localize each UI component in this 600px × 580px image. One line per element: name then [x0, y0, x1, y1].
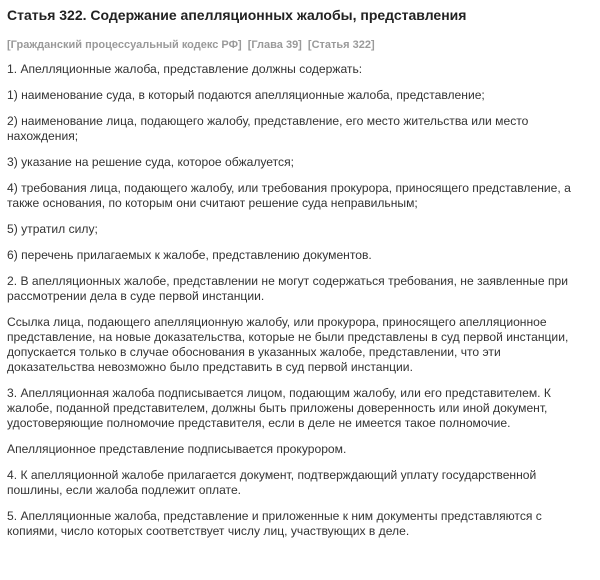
paragraph: 2. В апелляционных жалобе, представлении не могут содержаться требования, не заявленные при рассмотрении дела в суде первой инстанции. [7, 274, 568, 303]
paragraph: 1. Апелляционные жалоба, представление должны содержать: [7, 62, 363, 76]
paragraph: Апелляционное представление подписывается прокурором. [7, 442, 347, 456]
paragraph: 5. Апелляционные жалоба, представление и приложенные к ним документы представляются с копиями, число которых соответствует числу лиц, участвующих в деле. [7, 509, 542, 538]
paragraph: 3) указание на решение суда, которое обжалуется; [7, 155, 294, 169]
paragraph: 4) требования лица, подающего жалобу, или требования прокурора, приносящего представление, а также основания, по которым они считают решение суда неправильным; [7, 181, 571, 210]
paragraph: 3. Апелляционная жалоба подписывается лицом, подающим жалобу, или его представителем. К жалобе, поданной представителем, должны быть приложены доверенность или иной документ, удостоверяющие полномочие представителя, если в деле не имеется такое полномочие. [7, 386, 551, 430]
breadcrumb-article[interactable]: [Статья 322] [307, 39, 375, 51]
article-body [7, 62, 588, 539]
paragraph: Ссылка лица, подающего апелляционную жалобу, или прокурора, приносящего апелляционное представление, на новые доказательства, которые не были представлены в суд первой инстанции, допускается только в случае обоснования в указанных жалобе, представлении, что эти доказательства невозможно было представить в суд первой инстанции. [7, 315, 569, 374]
paragraph: 1) наименование суда, в который подаются апелляционные жалоба, представление; [7, 88, 485, 102]
breadcrumb-chapter[interactable]: [Глава 39] [247, 39, 302, 51]
paragraph: 4. К апелляционной жалобе прилагается документ, подтверждающий уплату государственной пошлины, если жалоба подлежит оплате. [7, 468, 537, 497]
paragraph: 6) перечень прилагаемых к жалобе, представлению документов. [7, 248, 372, 262]
breadcrumb [7, 38, 588, 52]
article-title: Статья 322. Содержание апелляционных жалобы, представления [7, 7, 467, 23]
paragraph: 2) наименование лица, подающего жалобу, представление, его место жительства или место нахождения; [7, 114, 529, 143]
paragraph: 5) утратил силу; [7, 222, 98, 236]
breadcrumb-code[interactable]: [Гражданский процессуальный кодекс РФ] [7, 39, 242, 51]
